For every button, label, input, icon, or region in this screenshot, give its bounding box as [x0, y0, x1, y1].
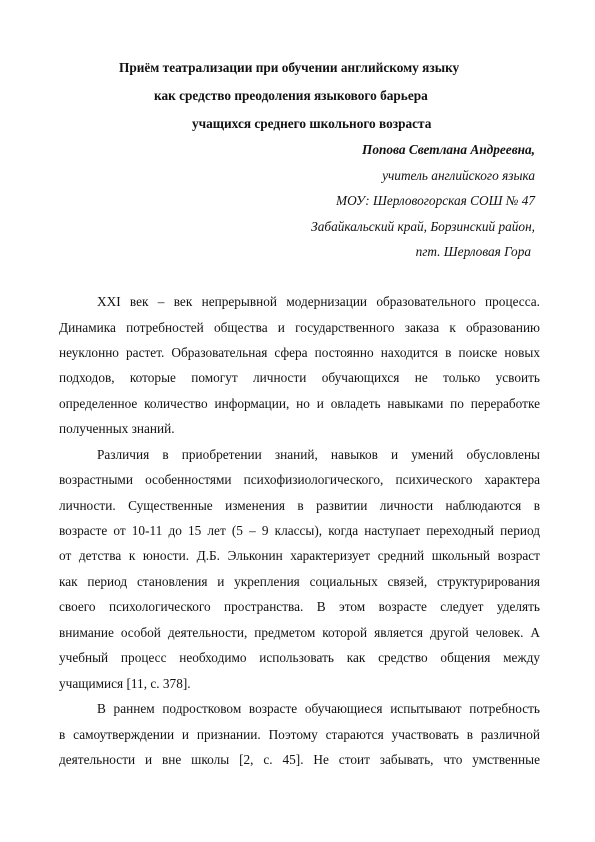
paragraph-1-line: определенное количество информации, но и овладеть навыками по переработке [59, 396, 540, 411]
paragraph-2-line: личности. Существенные изменения в развитии личности наблюдаются в [59, 498, 540, 513]
paragraph-1-line: подходов, которые помогут личности обучающихся не только усвоить [59, 370, 540, 385]
paragraph-2-line: учебный процесс необходимо использовать как средство общения между [59, 650, 540, 665]
paragraph-1-line: Динамика потребностей общества и государственного заказа к образованию [59, 320, 540, 335]
title-line-1: Приём театрализации при обучении английскому языку [119, 60, 460, 75]
author-name: Попова Светлана Андреевна, [362, 142, 535, 157]
author-region: Забайкальский край, Борзинский район, [311, 219, 535, 234]
paragraph-1-line: неуклонно растет. Образовательная сфера постоянно находится в поиске новых [59, 345, 540, 360]
author-school: МОУ: Шерловогорская СОШ № 47 [336, 193, 535, 208]
title-line-2: как средство преодоления языкового барьера [154, 88, 428, 103]
paragraph-2-line: своего психологического пространства. В этом возрасте следует уделять [59, 599, 540, 614]
paragraph-1-line: полученных знаний. [59, 421, 175, 436]
paragraph-2-line: Различия в приобретении знаний, навыков и умений обусловлены [97, 447, 540, 462]
author-position: учитель английского языка [382, 168, 535, 183]
paragraph-3-line: деятельности и вне школы [2, с. 45]. Не стоит забывать, что умственные [59, 752, 540, 767]
paragraph-1-line: XXI век – век непрерывной модернизации образовательного процесса. [97, 294, 540, 309]
paragraph-2-line: как период становления и укрепления социальных связей, структурирования [59, 574, 540, 589]
paragraph-2-line: внимание особой деятельности, предметом которой является другой человек. А [59, 625, 540, 640]
author-town: пгт. Шерловая Гора [415, 244, 531, 259]
paragraph-2-line: от детства к юности. Д.Б. Эльконин характеризует средний школьный возраст [59, 548, 540, 563]
title-line-3: учащихся среднего школьного возраста [192, 116, 432, 131]
paragraph-3-line: в самоутверждении и признании. Поэтому стараются участвовать в различной [59, 727, 540, 742]
paragraph-3-line: В раннем подростковом возрасте обучающиеся испытывают потребность [97, 701, 540, 716]
paragraph-2-line: возрастными особенностями психофизиологического, психического характера [59, 472, 540, 487]
paragraph-2-line: возрасте от 10-11 до 15 лет (5 – 9 классы), когда наступает переходный период [59, 523, 540, 538]
paragraph-2-line: учащимися [11, с. 378]. [59, 676, 191, 691]
